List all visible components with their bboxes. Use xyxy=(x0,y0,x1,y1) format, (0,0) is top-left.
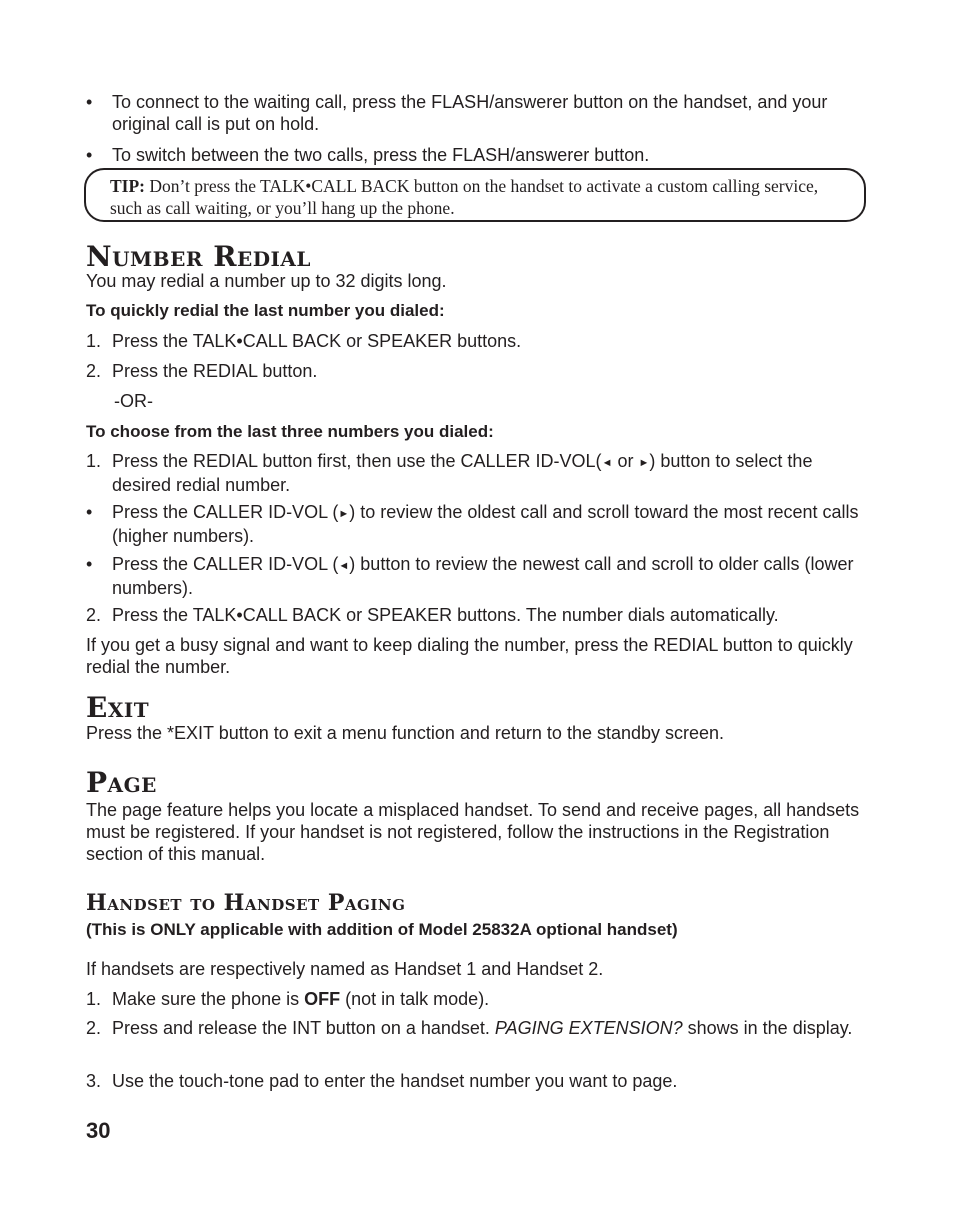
bullet-text xyxy=(112,553,876,599)
subheading: (This is ONLY applicable with addition of Model 25832A optional handset) xyxy=(86,920,678,939)
step-text-part: or xyxy=(612,451,639,471)
section-heading-handset-paging: Handset to Handset Paging xyxy=(86,890,406,916)
bullet-text-part: ) button to review the newest call and scroll to older calls (lower numbers). xyxy=(112,554,854,598)
step-text-part: Press and release the INT button on a handset. xyxy=(112,1018,495,1038)
paragraph: If you get a busy signal and want to keep dialing the number, press the REDIAL button to quickly redial the number. xyxy=(86,635,853,677)
step-text-italic: PAGING EXTENSION? xyxy=(494,1018,683,1038)
bullet-marker: • xyxy=(86,92,93,112)
tip-body: Don’t press the TALK•CALL BACK button on the handset to activate a custom calling service, such as call waiting, or you’ll hang up the phone. xyxy=(110,176,819,218)
bullet-text: To connect to the waiting call, press the FLASH/answerer button on the handset, and your original call is put on hold. xyxy=(112,92,828,134)
bullet-marker: • xyxy=(86,502,93,522)
step-text-part: Make sure the phone is xyxy=(112,989,305,1009)
paragraph: Press the *EXIT button to exit a menu function and return to the standby screen. xyxy=(86,723,725,743)
bullet-text-part: ) to review the oldest call and scroll toward the most recent calls (higher numbers). xyxy=(112,502,859,546)
step-marker: 1. xyxy=(86,331,102,351)
step-text: Press the TALK•CALL BACK or SPEAKER buttons. xyxy=(112,331,522,351)
step-text-part: (not in talk mode). xyxy=(340,989,490,1009)
tip-text xyxy=(110,175,850,219)
section-heading-page: Page xyxy=(86,766,157,799)
bullet-text-part: Press the CALLER ID-VOL ( xyxy=(112,554,339,574)
step-text: Press the REDIAL button. xyxy=(112,361,318,381)
step-marker: 1. xyxy=(86,451,102,471)
bullet-text xyxy=(112,501,876,547)
paragraph: The page feature helps you locate a misplaced handset. To send and receive pages, all handsets must be registered. If your handset is not registered, follow the instructions in the Registration section of this manual. xyxy=(86,800,860,864)
tip-label: TIP: xyxy=(110,176,145,196)
step-marker: 2. xyxy=(86,605,102,625)
paragraph: You may redial a number up to 32 digits long. xyxy=(86,271,447,291)
bullet-text-part: Press the CALLER ID-VOL ( xyxy=(112,502,339,522)
bullet-text: To switch between the two calls, press the FLASH/answerer button. xyxy=(112,145,650,165)
step-marker: 2. xyxy=(86,361,102,381)
subheading: To quickly redial the last number you dialed: xyxy=(86,301,445,320)
step-text-part: Press the REDIAL button first, then use the CALLER ID-VOL( xyxy=(112,451,602,471)
subheading: To choose from the last three numbers you dialed: xyxy=(86,422,494,441)
step-marker: 1. xyxy=(86,989,102,1009)
arrow-right-icon: ► xyxy=(638,457,650,469)
step-text-part: shows in the display. xyxy=(682,1018,853,1038)
step-text: Use the touch-tone pad to enter the handset number you want to page. xyxy=(112,1071,678,1091)
step-marker: 2. xyxy=(86,1018,102,1038)
step-text xyxy=(112,450,876,496)
bullet-marker: • xyxy=(86,554,93,574)
step-text-part: ) button to select the desired redial number. xyxy=(112,451,813,495)
paragraph: If handsets are respectively named as Handset 1 and Handset 2. xyxy=(86,959,604,979)
arrow-right-icon: ► xyxy=(338,508,350,520)
section-heading-number-redial: Number Redial xyxy=(86,240,311,273)
or-separator: -OR- xyxy=(114,391,153,411)
arrow-left-icon: ◄ xyxy=(338,560,350,572)
tip-box xyxy=(84,168,866,222)
step-text: Press the TALK•CALL BACK or SPEAKER buttons. The number dials automatically. xyxy=(112,605,779,625)
step-text-bold: OFF xyxy=(304,989,341,1009)
step-text xyxy=(112,1017,876,1039)
step-text xyxy=(112,988,876,1010)
page-number: 30 xyxy=(86,1118,111,1143)
bullet-marker: • xyxy=(86,145,93,165)
section-heading-exit: Exit xyxy=(86,691,150,724)
arrow-left-icon: ◄ xyxy=(601,457,613,469)
step-marker: 3. xyxy=(86,1071,102,1091)
